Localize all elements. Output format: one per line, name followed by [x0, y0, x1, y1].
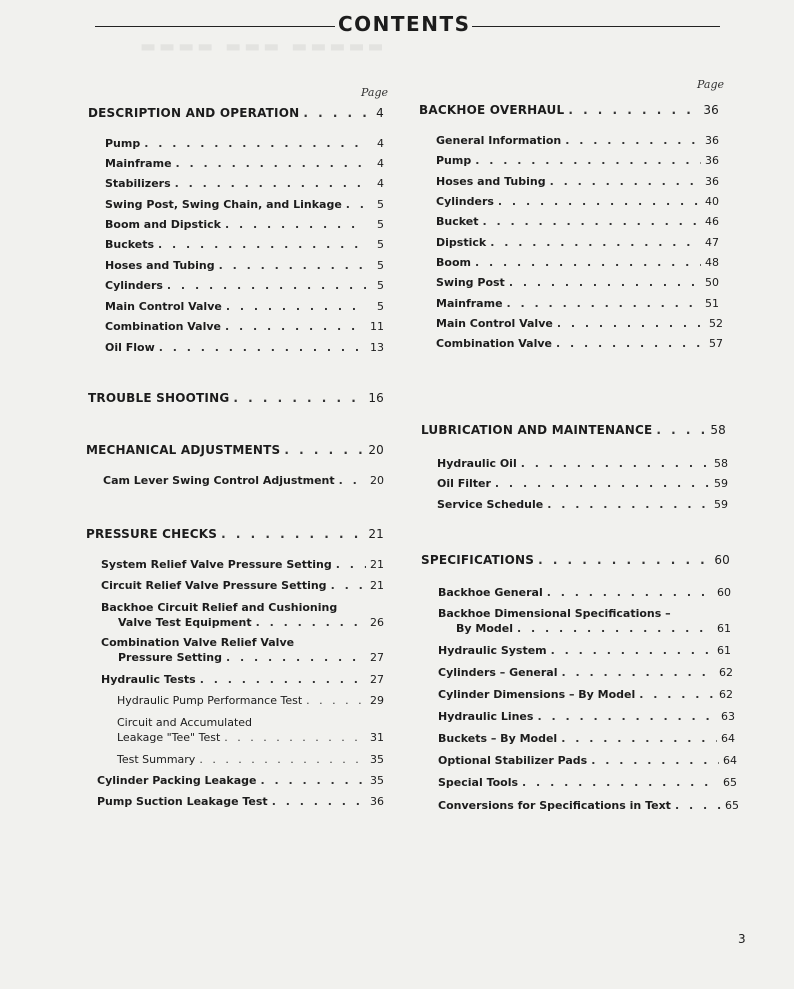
toc-item[interactable] [436, 337, 723, 351]
item-label: Cylinder Dimensions – By Model [438, 688, 636, 701]
page-ref: 59 [714, 477, 728, 490]
leader-dots [199, 753, 366, 767]
section-title: SPECIFICATIONS [421, 553, 535, 567]
toc-item[interactable] [456, 622, 731, 636]
toc-item[interactable] [105, 177, 384, 191]
section-title: DESCRIPTION AND OPERATION [88, 106, 300, 120]
leader-dots [331, 579, 366, 593]
toc-item[interactable] [117, 731, 384, 745]
item-label: Cylinders [105, 279, 163, 292]
toc-item[interactable] [105, 259, 384, 273]
page-ref: 36 [703, 103, 719, 117]
leader-dots [225, 320, 366, 334]
leader-dots [221, 527, 364, 541]
item-label: Main Control Valve [436, 317, 553, 330]
leader-dots [175, 177, 366, 191]
item-label: Cam Lever Swing Control Adjustment [103, 474, 335, 487]
page-ref: 36 [370, 795, 384, 808]
toc-item[interactable] [105, 198, 384, 212]
leader-dots [495, 477, 710, 491]
item-label: System Relief Valve Pressure Setting [101, 558, 332, 571]
page-ref: 51 [705, 297, 719, 310]
item-label: Main Control Valve [105, 300, 222, 313]
item-label: Mainframe [436, 297, 503, 310]
leader-dots [521, 457, 710, 471]
page-ref: 21 [370, 558, 384, 571]
item-label: Pump [436, 154, 472, 167]
page-number: 3 [738, 932, 746, 946]
item-label: Pump Suction Leakage Test [97, 795, 268, 808]
leader-dots [167, 279, 366, 293]
toc-item[interactable] [438, 644, 731, 658]
item-label: Test Summary [117, 753, 196, 766]
toc-item[interactable] [105, 218, 384, 232]
page-ref: 62 [719, 666, 733, 679]
toc-item[interactable] [436, 195, 719, 209]
leader-dots [336, 558, 366, 572]
item-label: Hydraulic Oil [437, 457, 517, 470]
item-label: Valve Test Equipment [118, 616, 252, 629]
toc-item[interactable] [438, 710, 735, 724]
page-column-header-left: Page [361, 86, 389, 99]
page-ref: 21 [370, 579, 384, 592]
page-ref: 58 [710, 423, 726, 437]
item-label: Combination Valve [105, 320, 221, 333]
page-ref: 4 [377, 157, 384, 170]
leader-dots [224, 731, 366, 745]
item-label: Dipstick [436, 236, 487, 249]
page-ref: 65 [723, 776, 737, 789]
page-ref: 36 [705, 134, 719, 147]
leader-dots [557, 317, 705, 331]
item-label: Hydraulic Tests [101, 673, 196, 686]
item-label: Oil Flow [105, 341, 155, 354]
toc-item[interactable] [438, 666, 733, 680]
toc-item[interactable] [105, 320, 384, 334]
item-label: Cylinders [436, 195, 494, 208]
leader-dots [561, 732, 717, 746]
page-ref: 36 [705, 175, 719, 188]
leader-dots [482, 215, 701, 229]
leader-dots [498, 195, 701, 209]
leader-dots [591, 754, 719, 768]
leader-dots [547, 498, 710, 512]
page-ref: 46 [705, 215, 719, 228]
item-label: Cylinder Packing Leakage [97, 774, 257, 787]
leader-dots [656, 423, 706, 437]
page-ref: 48 [705, 256, 719, 269]
page-ref: 20 [368, 443, 384, 457]
toc-section-trouble-shooting[interactable] [88, 391, 384, 405]
toc-item[interactable] [105, 279, 384, 293]
item-label: Pressure Setting [118, 651, 222, 664]
item-label: Hoses and Tubing [105, 259, 215, 272]
leader-dots [556, 337, 705, 351]
leader-dots [233, 391, 364, 405]
page-ref: 4 [377, 137, 384, 150]
toc-item[interactable] [436, 256, 719, 270]
item-label: Backhoe General [438, 586, 543, 599]
toc-item-first-line: Backhoe Dimensional Specifications – [438, 607, 671, 620]
leader-dots [144, 137, 366, 151]
page-ref: 61 [717, 644, 731, 657]
page-ref: 26 [370, 616, 384, 629]
title-bar [95, 12, 720, 40]
leader-dots [261, 774, 367, 788]
item-label: Cylinders – General [438, 666, 558, 679]
leader-dots [226, 651, 366, 665]
leader-dots [639, 688, 715, 702]
leader-dots [200, 673, 366, 687]
page-ref: 29 [370, 694, 384, 707]
item-label: Combination Valve [436, 337, 552, 350]
leader-dots [517, 622, 713, 636]
toc-item[interactable] [436, 236, 719, 250]
page-ref: 64 [723, 754, 737, 767]
page-ref: 27 [370, 651, 384, 664]
leader-dots [675, 799, 721, 813]
page-ref: 64 [721, 732, 735, 745]
toc-item[interactable] [437, 477, 728, 491]
item-label: Hydraulic Pump Performance Test [117, 694, 303, 707]
toc-item[interactable] [105, 300, 384, 314]
bleed-through-text: ▬▬▬▬ ▬▬▬ ▬▬▬▬▬ [140, 38, 387, 58]
leader-dots [346, 198, 366, 212]
leader-dots [475, 256, 701, 270]
section-title: LUBRICATION AND MAINTENANCE [421, 423, 653, 437]
toc-item[interactable] [437, 457, 728, 471]
toc-item[interactable] [436, 317, 723, 331]
leader-dots [303, 106, 366, 120]
page-ref: 58 [714, 457, 728, 470]
toc-item[interactable] [438, 688, 733, 702]
page-ref: 16 [368, 391, 384, 405]
toc-section-pressure-checks[interactable] [86, 527, 384, 541]
page-ref: 47 [705, 236, 719, 249]
leader-dots [550, 175, 701, 189]
toc-item[interactable] [103, 474, 384, 488]
item-label: Hoses and Tubing [436, 175, 546, 188]
item-label: Conversions for Specifications in Text [438, 799, 671, 812]
page-ref: 27 [370, 673, 384, 686]
leader-dots [176, 157, 366, 171]
title-rule-left [95, 26, 335, 27]
page-ref: 35 [370, 753, 384, 766]
item-label: Boom and Dipstick [105, 218, 221, 231]
page-ref: 5 [377, 238, 384, 251]
item-label: Optional Stabilizer Pads [438, 754, 588, 767]
page-ref: 21 [368, 527, 384, 541]
toc-section-mechanical[interactable] [86, 443, 384, 457]
page-ref: 63 [721, 710, 735, 723]
toc-item[interactable] [101, 579, 384, 593]
page-ref: 57 [709, 337, 723, 350]
page-ref: 60 [714, 553, 730, 567]
section-title: PRESSURE CHECKS [86, 527, 218, 541]
toc-item[interactable] [438, 586, 731, 600]
item-label: Swing Post, Swing Chain, and Linkage [105, 198, 342, 211]
toc-item[interactable] [437, 498, 728, 512]
toc-item[interactable] [117, 694, 384, 708]
toc-section-lubrication[interactable] [421, 423, 726, 437]
leader-dots [565, 134, 701, 148]
toc-item[interactable] [97, 774, 384, 788]
page-ref: 5 [377, 279, 384, 292]
item-label: Hydraulic Lines [438, 710, 534, 723]
item-label: Service Schedule [437, 498, 544, 511]
leader-dots [475, 154, 701, 168]
toc-item[interactable] [118, 651, 384, 665]
item-label: Bucket [436, 215, 479, 228]
item-label: Oil Filter [437, 477, 491, 490]
section-title: TROUBLE SHOOTING [88, 391, 230, 405]
page-ref: 31 [370, 731, 384, 744]
item-label: Leakage "Tee" Test [117, 731, 221, 744]
item-label: Swing Post [436, 276, 505, 289]
page-ref: 61 [717, 622, 731, 635]
item-label: By Model [456, 622, 513, 635]
page-ref: 52 [709, 317, 723, 330]
toc-item[interactable] [436, 134, 719, 148]
toc-item-first-line: Combination Valve Relief Valve [101, 636, 295, 649]
toc-item[interactable] [105, 157, 384, 171]
item-label: Circuit Relief Valve Pressure Setting [101, 579, 327, 592]
toc-item[interactable] [101, 558, 384, 572]
item-label: Pump [105, 137, 141, 150]
toc-item[interactable] [97, 795, 384, 809]
toc-item[interactable] [438, 776, 737, 790]
toc-item[interactable] [438, 732, 735, 746]
page-ref: 50 [705, 276, 719, 289]
toc-item[interactable] [436, 276, 719, 290]
leader-dots [507, 297, 701, 311]
leader-dots [159, 341, 366, 355]
leader-dots [568, 103, 699, 117]
toc-item[interactable] [436, 154, 719, 168]
item-label: Mainframe [105, 157, 172, 170]
leader-dots [551, 644, 713, 658]
page-ref: 5 [377, 198, 384, 211]
page-ref: 5 [377, 300, 384, 313]
section-title: MECHANICAL ADJUSTMENTS [86, 443, 281, 457]
toc-item[interactable] [105, 341, 384, 355]
page-ref: 13 [370, 341, 384, 354]
leader-dots [547, 586, 713, 600]
toc-item[interactable] [105, 137, 384, 151]
leader-dots [158, 238, 366, 252]
page-ref: 20 [370, 474, 384, 487]
toc-section-backhoe-overhaul[interactable] [419, 103, 719, 117]
item-label: Stabilizers [105, 177, 171, 190]
leader-dots [537, 710, 717, 724]
page-ref: 5 [377, 218, 384, 231]
toc-item[interactable] [436, 215, 719, 229]
toc-item[interactable] [438, 754, 737, 768]
page-ref: 60 [717, 586, 731, 599]
page-ref: 59 [714, 498, 728, 511]
leader-dots [219, 259, 366, 273]
item-label: Buckets – By Model [438, 732, 558, 745]
toc-section-description[interactable] [88, 106, 384, 120]
toc-item-first-line: Circuit and Accumulated [117, 716, 253, 729]
toc-item[interactable] [436, 297, 719, 311]
page-ref: 65 [725, 799, 739, 812]
leader-dots [522, 776, 719, 790]
leader-dots [561, 666, 715, 680]
item-label: Buckets [105, 238, 155, 251]
item-label: Special Tools [438, 776, 519, 789]
page-ref: 11 [370, 320, 384, 333]
page-ref: 40 [705, 195, 719, 208]
leader-dots [284, 443, 364, 457]
page-ref: 62 [719, 688, 733, 701]
page-column-header-right: Page [697, 78, 725, 91]
leader-dots [306, 694, 366, 708]
toc-item[interactable] [436, 175, 719, 189]
page-title: CONTENTS [338, 12, 471, 36]
leader-dots [538, 553, 710, 567]
toc-item[interactable] [101, 673, 384, 687]
item-label: Hydraulic System [438, 644, 547, 657]
leader-dots [490, 236, 701, 250]
toc-item[interactable] [105, 238, 384, 252]
leader-dots [225, 218, 366, 232]
page-ref: 36 [705, 154, 719, 167]
leader-dots [339, 474, 366, 488]
title-rule-right [472, 26, 720, 27]
toc-item[interactable] [118, 616, 384, 630]
page-ref: 4 [376, 106, 384, 120]
page-ref: 35 [370, 774, 384, 787]
toc-item[interactable] [438, 799, 739, 813]
toc-item-first-line: Backhoe Circuit Relief and Cushioning [101, 601, 338, 614]
toc-item[interactable] [117, 753, 384, 767]
item-label: Boom [436, 256, 471, 269]
item-label: General Information [436, 134, 562, 147]
page-ref: 5 [377, 259, 384, 272]
leader-dots [226, 300, 366, 314]
toc-section-specifications[interactable] [421, 553, 730, 567]
leader-dots [509, 276, 701, 290]
leader-dots [272, 795, 366, 809]
leader-dots [256, 616, 366, 630]
page-ref: 4 [377, 177, 384, 190]
section-title: BACKHOE OVERHAUL [419, 103, 565, 117]
